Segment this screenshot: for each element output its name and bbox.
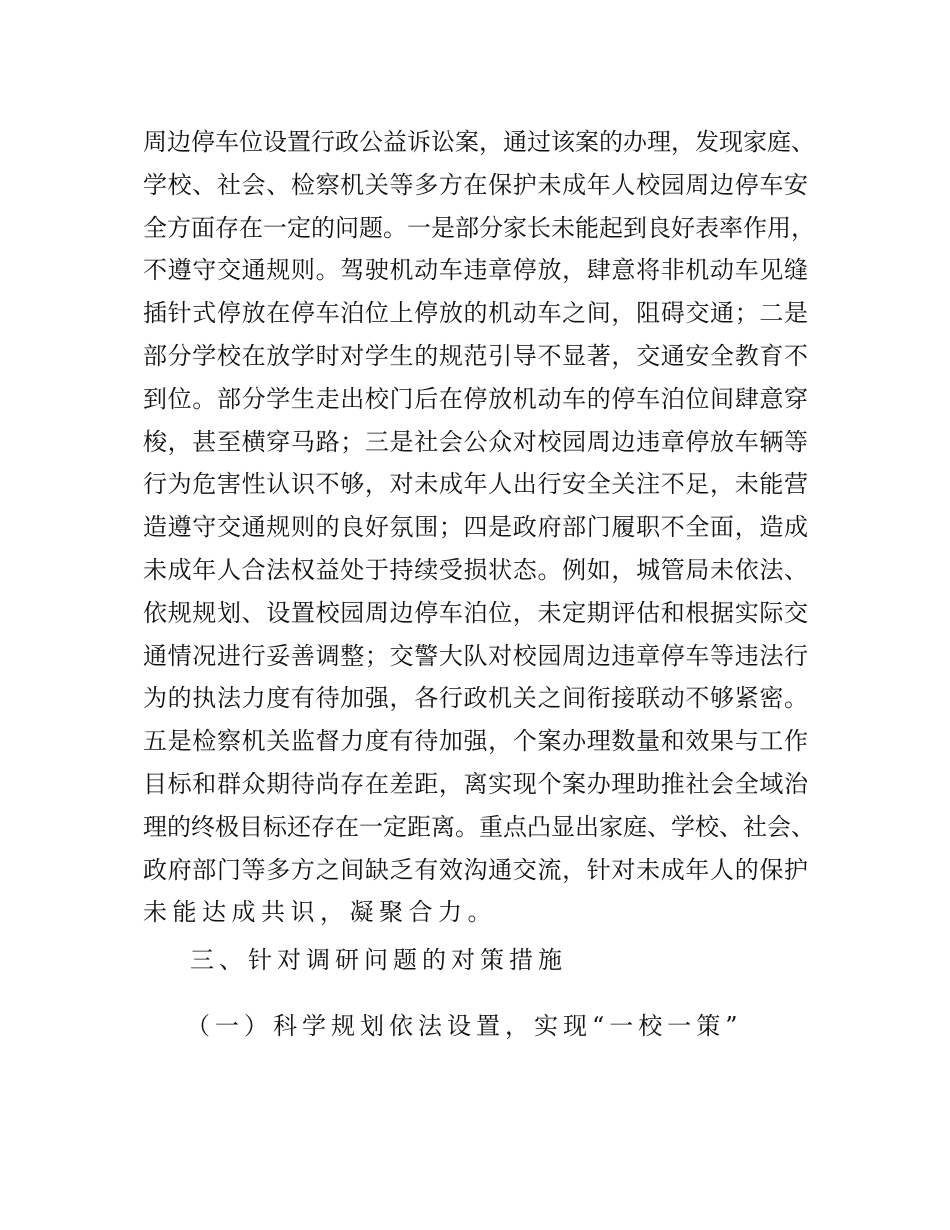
text-line: 五是检察机关监督力度有待加强，个案办理数量和效果与工作: [143, 727, 808, 756]
text-line: 依规规划、设置校园周边停车泊位，未定期评估和根据实际交: [143, 598, 808, 627]
text-line: 理的终极目标还存在一定距离。重点凸显出家庭、学校、社会、: [143, 812, 815, 841]
text-line: 行为危害性认识不够，对未成年人出行安全关注不足，未能营: [143, 470, 808, 499]
section-heading: 三、针对调研问题的对策措施: [190, 946, 567, 974]
subsection-heading: （一）科学规划依法设置，实现“一校一策”: [186, 1012, 743, 1040]
text-line: 为的执法力度有待加强，各行政机关之间衔接联动不够紧密。: [143, 684, 808, 713]
text-line: 不遵守交通规则。驾驶机动车违章停放，肆意将非机动车见缝: [143, 256, 808, 285]
text-line: 学校、社会、检察机关等多方在保护未成年人校园周边停车安: [143, 170, 808, 199]
text-line: 造遵守交通规则的良好氛围；四是政府部门履职不全面，造成: [143, 513, 808, 542]
text-line: 目标和群众期待尚存在差距，离实现个案办理助推社会全域治: [143, 770, 808, 798]
text-line: 通情况进行妥善调整；交警大队对校园周边违章停车等违法行: [143, 641, 808, 670]
text-line: 部分学校在放学时对学生的规范引导不显著，交通安全教育不: [143, 342, 808, 370]
text-line: 政府部门等多方之间缺乏有效沟通交流，针对未成年人的保护: [143, 855, 808, 884]
text-line: 全方面存在一定的问题。一是部分家长未能起到良好表率作用，: [143, 213, 815, 242]
text-line: 周边停车位设置行政公益诉讼案，通过该案的办理，发现家庭、: [143, 128, 815, 156]
text-line: 梭，甚至横穿马路；三是社会公众对校园周边违章停放车辆等: [143, 427, 808, 456]
text-line: 插针式停放在停车泊位上停放的机动车之间，阻碍交通；二是: [143, 299, 808, 328]
text-line: 未成年人合法权益处于持续受损状态。例如，城管局未依法、: [143, 556, 808, 584]
text-line: 到位。部分学生走出校门后在停放机动车的停车泊位间肆意穿: [143, 384, 808, 413]
text-line: 未能达成共识，凝聚合力。: [143, 898, 497, 927]
